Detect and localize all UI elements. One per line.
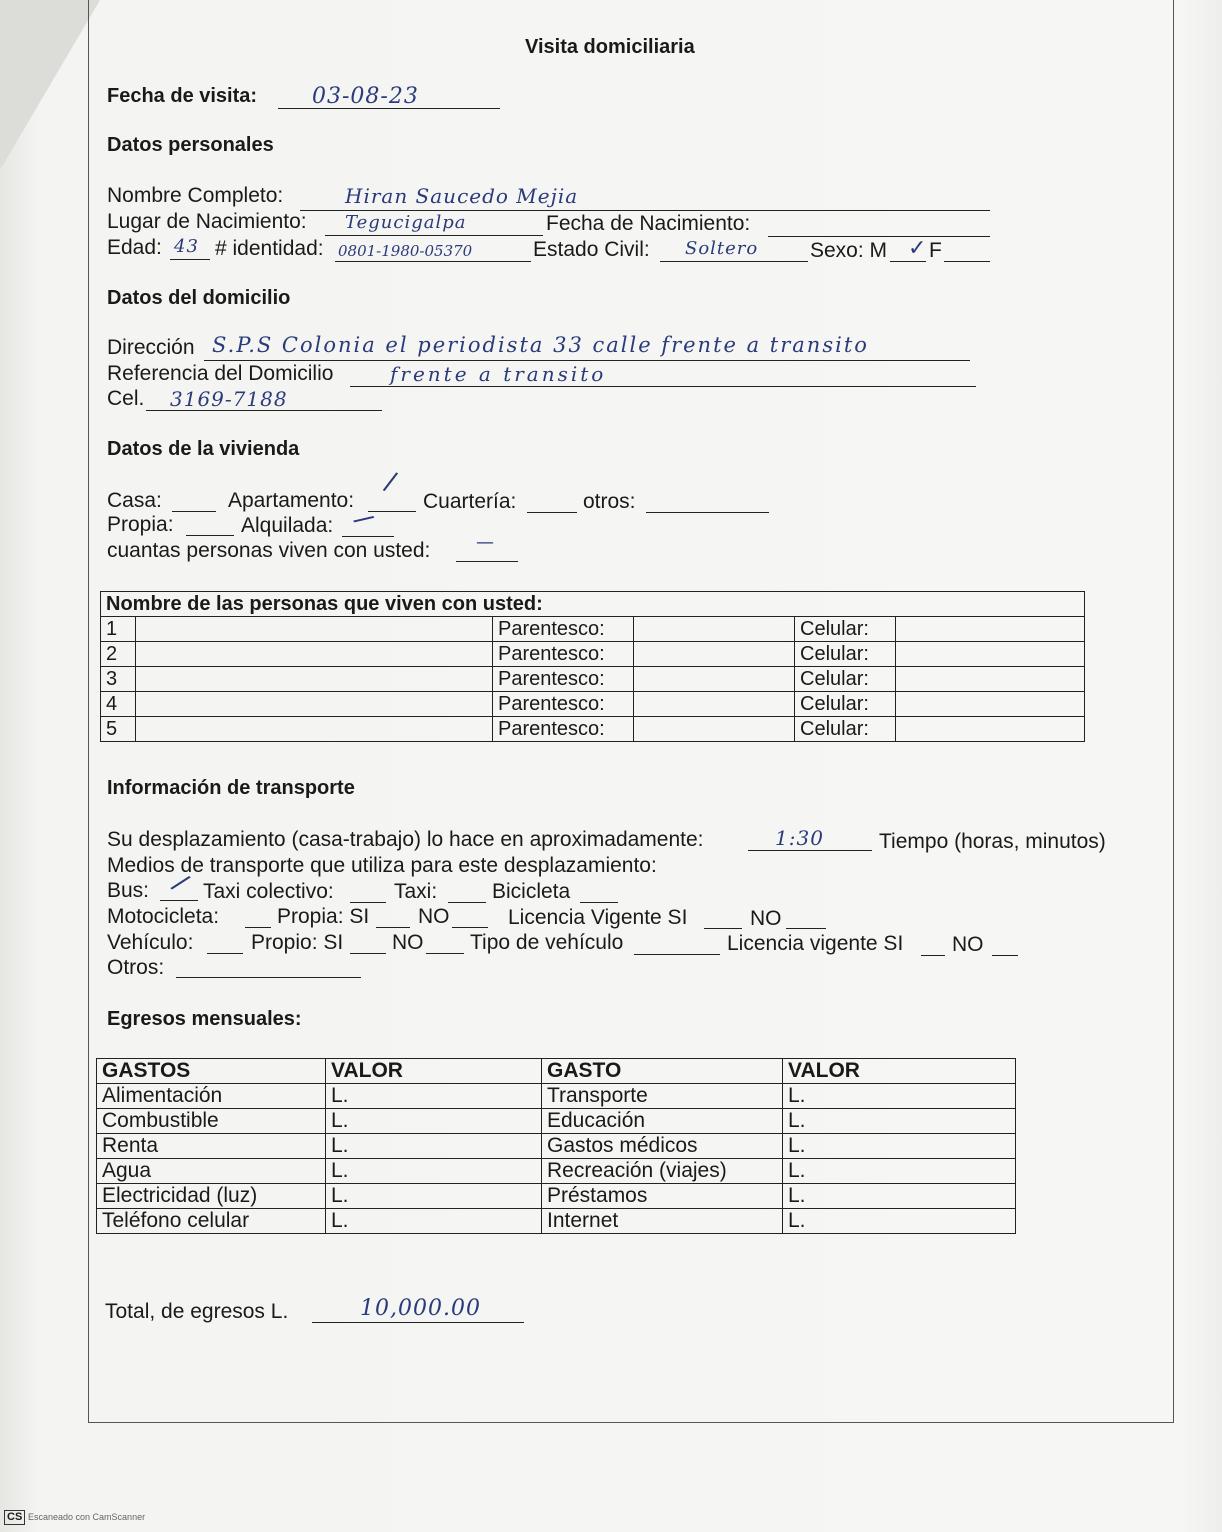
expense-value[interactable]: L. bbox=[326, 1109, 542, 1134]
table-row bbox=[97, 1159, 1016, 1184]
moto-no-line[interactable] bbox=[452, 927, 488, 928]
phone-cell[interactable] bbox=[795, 692, 1085, 717]
bus-label: Bus: bbox=[107, 879, 150, 902]
vehiculo-propio-label: Propio: SI bbox=[251, 931, 344, 954]
bicicleta-label: Bicicleta bbox=[492, 880, 571, 903]
commute-value[interactable]: 1:30 bbox=[775, 826, 824, 850]
taxi-colectivo-label: Taxi colectivo: bbox=[203, 880, 334, 903]
relation-label: Parentesco: bbox=[493, 692, 634, 717]
people-table bbox=[100, 591, 1085, 742]
id-label: # identidad: bbox=[215, 237, 324, 260]
birthplace-label: Lugar de Nacimiento: bbox=[107, 210, 307, 233]
row-number: 1 bbox=[101, 617, 136, 642]
expenses-table bbox=[96, 1058, 1016, 1234]
civil-label: Estado Civil: bbox=[533, 238, 650, 261]
col-gasto-header: GASTO bbox=[542, 1059, 783, 1084]
table-row bbox=[97, 1209, 1016, 1234]
expense-value[interactable]: L. bbox=[783, 1134, 1016, 1159]
means-label: Medios de transporte que utiliza para este desplazamiento: bbox=[107, 854, 657, 877]
total-label: Total, de egresos L. bbox=[105, 1300, 289, 1323]
expense-value[interactable]: L. bbox=[326, 1134, 542, 1159]
taxi-line[interactable] bbox=[448, 902, 486, 903]
moto-propia-label: Propia: SI bbox=[277, 905, 370, 928]
expense-name: Transporte bbox=[542, 1084, 783, 1109]
commute-unit: Tiempo (horas, minutos) bbox=[879, 830, 1106, 853]
people-value[interactable]: — bbox=[476, 532, 494, 553]
expense-name: Combustible bbox=[97, 1109, 326, 1134]
sex-f-label: F bbox=[929, 239, 942, 262]
sex-m-line bbox=[890, 261, 926, 262]
birthplace-line bbox=[325, 235, 543, 236]
sex-f-check[interactable]: ✓ bbox=[908, 236, 927, 261]
phone-cell-label: Celular: bbox=[795, 717, 896, 741]
reference-value[interactable]: frente a transito bbox=[390, 362, 607, 386]
home-heading: Datos del domicilio bbox=[107, 287, 291, 309]
housing-heading: Datos de la vivienda bbox=[107, 438, 300, 460]
table-row bbox=[101, 692, 1085, 717]
vehiculo-no-line[interactable] bbox=[426, 953, 464, 954]
person-name-cell[interactable] bbox=[136, 717, 493, 742]
sex-f-line bbox=[944, 261, 990, 262]
col-valor2-header: VALOR bbox=[783, 1059, 1016, 1084]
relation-cell[interactable] bbox=[634, 617, 795, 642]
commute-line bbox=[748, 850, 872, 851]
visit-date-value[interactable]: 03-08-23 bbox=[312, 84, 419, 109]
table-row bbox=[97, 1184, 1016, 1209]
expense-name: Recreación (viajes) bbox=[542, 1159, 783, 1184]
relation-cell[interactable] bbox=[634, 667, 795, 692]
phone-cell-label: Celular: bbox=[795, 667, 896, 691]
expense-name: Alimentación bbox=[97, 1084, 326, 1109]
birthplace-value[interactable]: Tegucigalpa bbox=[345, 212, 467, 233]
people-line bbox=[456, 561, 518, 562]
row-number: 4 bbox=[101, 692, 136, 717]
name-value[interactable]: Hiran Saucedo Mejia bbox=[345, 184, 579, 208]
moto-licencia-no-label: NO bbox=[750, 907, 782, 930]
expense-value[interactable]: L. bbox=[326, 1084, 542, 1109]
vehiculo-licencia-si-line[interactable] bbox=[921, 955, 945, 956]
relation-cell[interactable] bbox=[634, 642, 795, 667]
personal-heading: Datos personales bbox=[107, 134, 274, 156]
sex-label: Sexo: M bbox=[810, 239, 888, 262]
apartamento-check[interactable]: / bbox=[381, 466, 400, 498]
vehiculo-label: Vehículo: bbox=[107, 931, 194, 954]
camscanner-text: Escaneado con CamScanner bbox=[28, 1512, 146, 1522]
vehiculo-licencia-label: Licencia vigente SI bbox=[727, 932, 904, 955]
moto-propia-si-line[interactable] bbox=[376, 927, 410, 928]
expense-name: Agua bbox=[97, 1159, 326, 1184]
table-row bbox=[97, 1109, 1016, 1134]
person-name-cell[interactable] bbox=[136, 667, 493, 692]
expense-value[interactable]: L. bbox=[783, 1109, 1016, 1134]
name-line bbox=[300, 210, 990, 211]
phone-label: Cel. bbox=[107, 387, 145, 410]
moto-licencia-no-line[interactable] bbox=[786, 928, 826, 929]
person-name-cell[interactable] bbox=[136, 692, 493, 717]
expense-name: Préstamos bbox=[542, 1184, 783, 1209]
name-label: Nombre Completo: bbox=[107, 184, 284, 207]
people-table-header bbox=[101, 592, 1085, 617]
phone-cell[interactable] bbox=[795, 617, 1085, 642]
vehiculo-licencia-no-line[interactable] bbox=[992, 955, 1018, 956]
expense-value[interactable]: L. bbox=[326, 1209, 542, 1234]
otros-label: otros: bbox=[583, 490, 636, 513]
phone-cell[interactable] bbox=[795, 642, 1085, 667]
row-number: 5 bbox=[101, 717, 136, 742]
casa-label: Casa: bbox=[107, 489, 162, 512]
col-gastos-header: GASTOS bbox=[97, 1059, 326, 1084]
table-row bbox=[101, 717, 1085, 742]
col-valor-header: VALOR bbox=[326, 1059, 542, 1084]
moto-licencia-si-line[interactable] bbox=[704, 928, 742, 929]
folded-corner bbox=[0, 0, 100, 170]
vehiculo-propio-si-line[interactable] bbox=[350, 953, 386, 954]
propia-label: Propia: bbox=[107, 513, 174, 536]
expense-value[interactable]: L. bbox=[326, 1159, 542, 1184]
phone-cell-label: Celular: bbox=[795, 642, 896, 666]
tipo-line[interactable] bbox=[634, 954, 720, 955]
vehiculo-no-label: NO bbox=[392, 931, 424, 954]
bus-check[interactable]: / bbox=[167, 868, 194, 898]
relation-label: Parentesco: bbox=[493, 642, 634, 667]
moto-label: Motocicleta: bbox=[107, 905, 220, 928]
civil-line bbox=[660, 261, 808, 262]
visit-date-label: Fecha de visita: bbox=[107, 85, 258, 107]
expense-value[interactable]: L. bbox=[783, 1209, 1016, 1234]
person-name-cell[interactable] bbox=[136, 617, 493, 642]
birthdate-label: Fecha de Nacimiento: bbox=[546, 212, 751, 235]
relation-label: Parentesco: bbox=[493, 667, 634, 692]
bicicleta-line[interactable] bbox=[580, 902, 618, 903]
expense-name: Electricidad (luz) bbox=[97, 1184, 326, 1209]
table-row bbox=[97, 1084, 1016, 1109]
moto-line[interactable] bbox=[245, 927, 271, 928]
table-row bbox=[97, 1134, 1016, 1159]
age-label: Edad: bbox=[107, 236, 162, 259]
address-value[interactable]: S.P.S Colonia el periodista 33 calle frente a transito bbox=[212, 333, 869, 357]
table-row bbox=[101, 617, 1085, 642]
alquilada-check[interactable]: / bbox=[349, 508, 379, 530]
transport-otros-line[interactable] bbox=[176, 977, 361, 978]
expense-value[interactable]: L. bbox=[783, 1084, 1016, 1109]
total-value[interactable]: 10,000.00 bbox=[360, 1296, 481, 1321]
person-name-cell[interactable] bbox=[136, 642, 493, 667]
people-label: cuantas personas viven con usted: bbox=[107, 539, 431, 562]
phone-cell[interactable] bbox=[795, 667, 1085, 692]
people-table-heading: Nombre de las personas que viven con usted: bbox=[101, 592, 1085, 617]
otros-line[interactable] bbox=[646, 512, 769, 513]
moto-licencia-label: Licencia Vigente SI bbox=[508, 906, 688, 929]
table-row bbox=[101, 642, 1085, 667]
phone-cell-label: Celular: bbox=[795, 692, 896, 716]
expense-name: Teléfono celular bbox=[97, 1209, 326, 1234]
total-line bbox=[312, 1322, 524, 1323]
bus-line bbox=[160, 900, 198, 901]
id-value[interactable]: 0801-1980-05370 bbox=[338, 242, 473, 260]
address-label: Dirección bbox=[107, 336, 195, 359]
camscanner-logo: CS bbox=[4, 1510, 25, 1525]
transport-heading: Información de transporte bbox=[107, 777, 355, 799]
phone-value[interactable]: 3169-7188 bbox=[170, 387, 288, 411]
relation-cell[interactable] bbox=[634, 692, 795, 717]
address-line bbox=[204, 360, 970, 361]
taxi-label: Taxi: bbox=[394, 880, 438, 903]
table-row bbox=[101, 667, 1085, 692]
expenses-header-row bbox=[97, 1059, 1016, 1084]
phone-cell[interactable] bbox=[795, 717, 1085, 742]
age-line bbox=[170, 259, 210, 260]
row-number: 3 bbox=[101, 667, 136, 692]
expense-name: Educación bbox=[542, 1109, 783, 1134]
row-number: 2 bbox=[101, 642, 136, 667]
expense-value[interactable]: L. bbox=[783, 1159, 1016, 1184]
form-title: Visita domiciliaria bbox=[525, 36, 695, 58]
reference-label: Referencia del Domicilio bbox=[107, 362, 334, 385]
relation-label: Parentesco: bbox=[493, 717, 634, 742]
propia-line[interactable] bbox=[186, 535, 234, 536]
expense-value[interactable]: L. bbox=[326, 1184, 542, 1209]
cuarteria-line[interactable] bbox=[527, 512, 577, 513]
birthdate-line[interactable] bbox=[768, 236, 990, 237]
expense-name: Internet bbox=[542, 1209, 783, 1234]
commute-label: Su desplazamiento (casa-trabajo) lo hace en aproximadamente: bbox=[107, 828, 704, 851]
alquilada-line bbox=[342, 536, 394, 537]
age-value[interactable]: 43 bbox=[174, 236, 199, 257]
taxi-colectivo-line[interactable] bbox=[350, 902, 386, 903]
casa-line[interactable] bbox=[172, 511, 216, 512]
moto-no-label: NO bbox=[418, 905, 450, 928]
tipo-label: Tipo de vehículo bbox=[470, 931, 624, 954]
cuarteria-label: Cuartería: bbox=[423, 490, 517, 513]
reference-line bbox=[350, 386, 976, 387]
alquilada-label: Alquilada: bbox=[241, 514, 334, 537]
expenses-heading: Egresos mensuales: bbox=[107, 1008, 302, 1030]
expense-name: Gastos médicos bbox=[542, 1134, 783, 1159]
apartamento-label: Apartamento: bbox=[228, 489, 355, 512]
expense-name: Renta bbox=[97, 1134, 326, 1159]
vehiculo-line[interactable] bbox=[207, 953, 243, 954]
vehiculo-licencia-no-label: NO bbox=[952, 933, 984, 956]
id-line bbox=[335, 261, 531, 262]
transport-otros-label: Otros: bbox=[107, 956, 165, 979]
expense-value[interactable]: L. bbox=[783, 1184, 1016, 1209]
phone-cell-label: Celular: bbox=[795, 617, 896, 641]
relation-label: Parentesco: bbox=[493, 617, 634, 642]
civil-value[interactable]: Soltero bbox=[685, 238, 759, 259]
relation-cell[interactable] bbox=[634, 717, 795, 742]
